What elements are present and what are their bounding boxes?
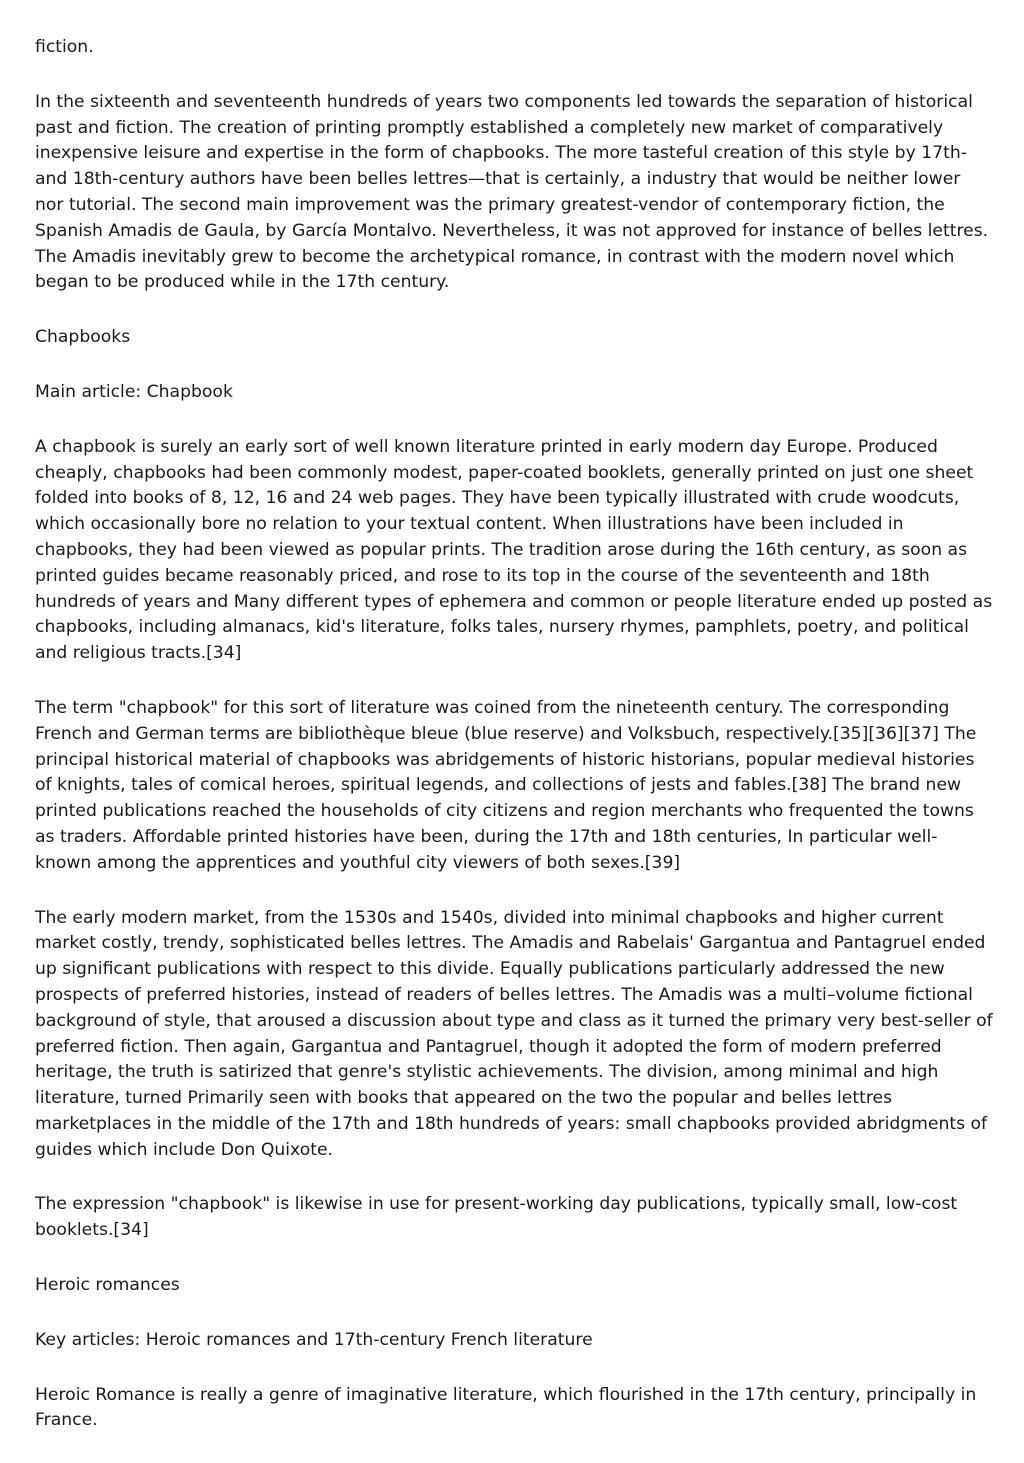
section-heading-heroic-romances: Heroic romances <box>35 1275 180 1296</box>
paragraph-separation-history-fiction: In the sixteenth and seventeenth hundreds of years two components led towards the separation of historical past and fiction. The creation of printing promptly established a completely new market of comparatively inexpensive leisure and expertise in the form of chapbooks. The more tasteful creation of this style by 17th- and 18th-century authors have been belles lettres—that is certainly, a industry that would be neither lower nor tutorial. The second main improvement was the primary greatest-vendor of contemporary fiction, the Spanish Amadis de Gaula, by García Montalvo. Nevertheless, it was not approved for instance of belles lettres. The Amadis inevitably grew to become the archetypical romance, in contrast with the modern novel which began to be produced while in the 17th century. <box>35 91 989 293</box>
paragraph-chapbook-expression: The expression "chapbook" is likewise in use for present-working day publications, typically small, low-cost booklets.[34] <box>35 1194 958 1241</box>
main-article-chapbook: Main article: Chapbook <box>35 381 233 402</box>
paragraph-chapbook-definition: A chapbook is surely an early sort of well known literature printed in early modern day Europe. Produced cheaply, chapbooks had been commonly modest, paper-coated booklets, generally printed on just one sheet folded into books of 8, 12, 16 and 24 web pages. They have been typically illustrated with crude woodcuts, which occasionally bore no relation to your textual content. When illustrations have been included in chapbooks, they had been viewed as popular prints. The tradition arose during the 16th century, as soon as printed guides became reasonably priced, and rose to its top in the course of the seventeenth and 18th hundreds of years and Many different types of ephemera and common or people literature ended up posted as chapbooks, including almanacs, kid's literature, folks tales, nursery rhymes, pamphlets, poetry, and political and religious tracts.[34] <box>35 436 993 664</box>
paragraph-early-modern-market: The early modern market, from the 1530s and 1540s, divided into minimal chapbooks and higher current market costly, trendy, sophisticated belles lettres. The Amadis and Rabelais' Gargantua and Pantagruel ended up significant publications with respect to this divide. Equally publications particularly addressed the new prospects of preferred histories, instead of readers of belles lettres. The Amadis was a multi–volume fictional background of style, that aroused a discussion about type and class as it turned the primary very best-seller of preferred fiction. Then again, Gargantua and Pantagruel, though it adopted the form of modern preferred heritage, the truth is satirized that genre's stylistic achievements. The division, among minimal and high literature, turned Primarily seen with books that appeared on the two the popular and belles lettres marketplaces in the middle of the 17th and 18th hundreds of years: small chapbooks provided abridgments of guides which include Don Quixote. <box>35 907 993 1160</box>
document-body <box>35 35 993 1463</box>
paragraph-heroic-romance-definition: Heroic Romance is really a genre of imaginative literature, which flourished in the 17th century, principally in France. <box>35 1384 977 1431</box>
paragraph-chapbook-term: The term "chapbook" for this sort of literature was coined from the nineteenth century. The corresponding French and German terms are bibliothèque bleue (blue reserve) and Volksbuch, respectively.[35][36][37] The principal historical material of chapbooks was abridgements of historic historians, popular medieval histories of knights, tales of comical heroes, spiritual legends, and collections of jests and fables.[38] The brand new printed publications reached the households of city citizens and region merchants who frequented the towns as traders. Affordable printed histories have been, during the 17th and 18th centuries, In particular well-known among the apprentices and youthful city viewers of both sexes.[39] <box>35 697 977 873</box>
key-articles-heroic-romances: Key articles: Heroic romances and 17th-century French literature <box>35 1329 593 1350</box>
section-heading-chapbooks: Chapbooks <box>35 327 131 348</box>
paragraph-fiction-fragment: fiction. <box>35 37 94 57</box>
